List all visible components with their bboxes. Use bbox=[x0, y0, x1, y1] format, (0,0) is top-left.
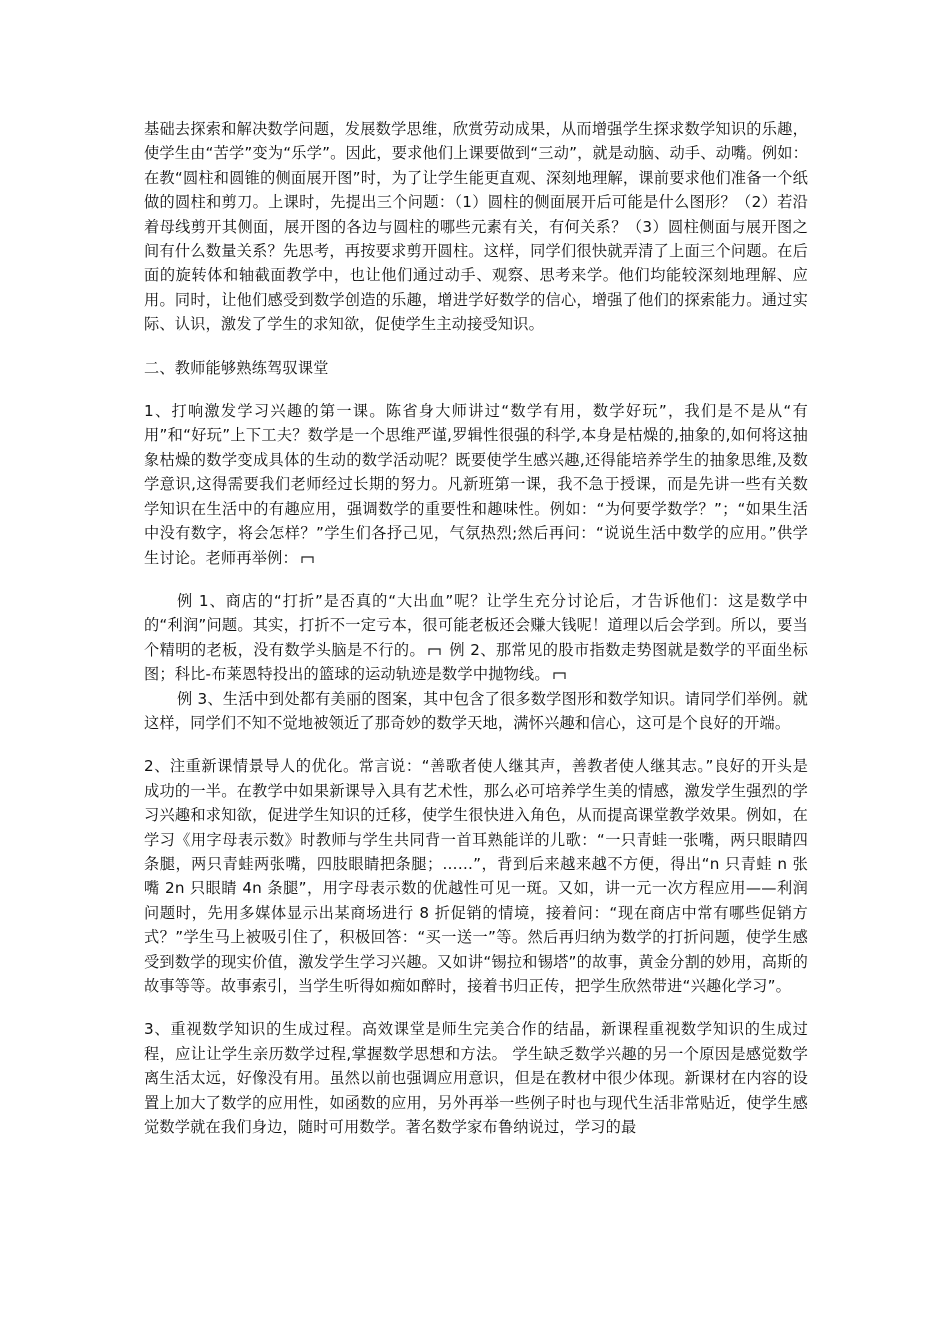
example-2-text: 例 2、那常见的股市指数走势图就是数学的平面坐标图；科比-布莱恩特投出的篮球的运动轨迹是数学中抛物线。 bbox=[144, 640, 808, 684]
paragraph-mark-icon bbox=[301, 555, 314, 564]
item-2-paragraph: 2、注重新课情景导人的优化。常言说：“善歌者使人继其声，善教者使人继其志。”良好的开头是成功的一半。在教学中如果新课导入具有艺术性，那么必可培养学生美的情感，激发学生强烈的学习兴趣和求知欲，促进学生知识的迁移，使学生很快进入角色，从而提高课堂教学效果。例如，在学习《用字母表示数》时教师与学生共同背一首耳熟能详的儿歌：“一只青蛙一张嘴，两只眼睛四条腿，两只青蛙两张嘴，四肢眼睛把条腿；……”，背到后来越来越不方便，得出“n 只青蛙 n 张嘴 2n 只眼睛 4n 条腿”，用字母表示数的优越性可见一斑。又如，讲一元一次方程应用——利润问题时，先用多媒体显示出某商场进行 8 折促销的情境，接着问：“现在商店中常有哪些促销方式？”学生马上被吸引住了，积极回答：“买一送一”等。然后再归纳为数学的打折问题，使学生感受到数学的现实价值，激发学生学习兴趣。又如讲“锡拉和锡塔”的故事，黄金分割的妙用，高斯的故事等等。故事索引，当学生听得如痴如醉时，接着书归正传，把学生欣然带进“兴趣化学习”。 bbox=[144, 757, 808, 995]
paragraph-mark-icon bbox=[428, 647, 441, 656]
example-1-paragraph bbox=[144, 589, 808, 687]
item-1-text: 1、打响激发学习兴趣的第一课。陈省身大师讲过“数学有用，数学好玩”，我们是不是从“有用”和“好玩”上下工夫？数学是一个思维严谨,罗辑性很强的科学,本身是枯燥的,抽象的,如何将这抽象枯燥的数学变成具体的生动的数学活动呢？既要使学生感兴趣,还得能培养学生的抽象思维,及数学意识,这得需要我们老师经过长期的努力。凡新班第一课，我不急于授课，而是先讲一些有关数学知识在生活中的有趣应用，强调数学的重要性和趣味性。例如：“为何要学数学？”；“如果生活中没有数字，将会怎样？”学生们各抒己见，气氛热烈;然后再问：“说说生活中数学的应用。”供学生讨论。老师再举例： bbox=[144, 402, 808, 567]
example-3-paragraph: 例 3、生活中到处都有美丽的图案，其中包含了很多数学图形和数学知识。请同学们举例。就这样，同学们不知不觉地被领近了那奇妙的数学天地，满怀兴趣和信心，这可是个良好的开端。 bbox=[144, 689, 808, 732]
section-heading: 二、教师能够熟练驾驭课堂 bbox=[144, 358, 329, 377]
item-3-paragraph: 3、重视数学知识的生成过程。高效课堂是师生完美合作的结晶，新课程重视数学知识的生成过程，应让让学生亲历数学过程,掌握数学思想和方法。 学生缺乏数学兴趣的另一个原因是感觉数学离生活太远，好像没有用。虽然以前也强调应用意识，但是在教材中很少体现。新课材在内容的设置上加大了数学的应用性，如函数的应用，另外再举一些例子时也与现代生活非常贴近，使学生感觉数学就在我们身边，随时可用数学。著名数学家布鲁纳说过，学习的最 bbox=[144, 1020, 808, 1137]
example-1-text: 例 1、商店的“打折”是否真的“大出血”呢？让学生充分讨论后，才告诉他们：这是数学中的“利润”问题。其实，打折不一定亏本，很可能老板还会赚大钱呢！道理以后会学到。所以，要当个精明的老板，没有数学头脑是不行的。 bbox=[144, 591, 808, 659]
item-1-paragraph bbox=[144, 399, 808, 570]
intro-paragraph: 基础去探索和解决数学问题，发展数学思维，欣赏劳动成果，从而增强学生探求数学知识的乐趣，使学生由“苦学”变为“乐学”。因此，要求他们上课要做到“三动”，就是动脑、动手、动嘴。例如：在教“圆柱和圆锥的侧面展开图”时，为了让学生能更直观、深刻地理解，课前要求他们准备一个纸做的圆柱和剪刀。上课时，先提出三个问题：（1）圆柱的侧面展开后可能是什么图形？（2）若沿着母线剪开其侧面，展开图的各边与圆柱的哪些元素有关，有何关系？（3）圆柱侧面与展开图之间有什么数量关系？先思考，再按要求剪开圆柱。这样，同学们很快就弄清了上面三个问题。在后面的旋转体和轴截面教学中，也让他们通过动手、观察、思考来学。他们均能较深刻地理解、应用。同时，让他们感受到数学创造的乐趣，增进学好数学的信心，增强了他们的探索能力。通过实际、认识，激发了学生的求知欲，促使学生主动接受知识。 bbox=[144, 120, 808, 334]
paragraph-mark-icon bbox=[553, 671, 566, 680]
